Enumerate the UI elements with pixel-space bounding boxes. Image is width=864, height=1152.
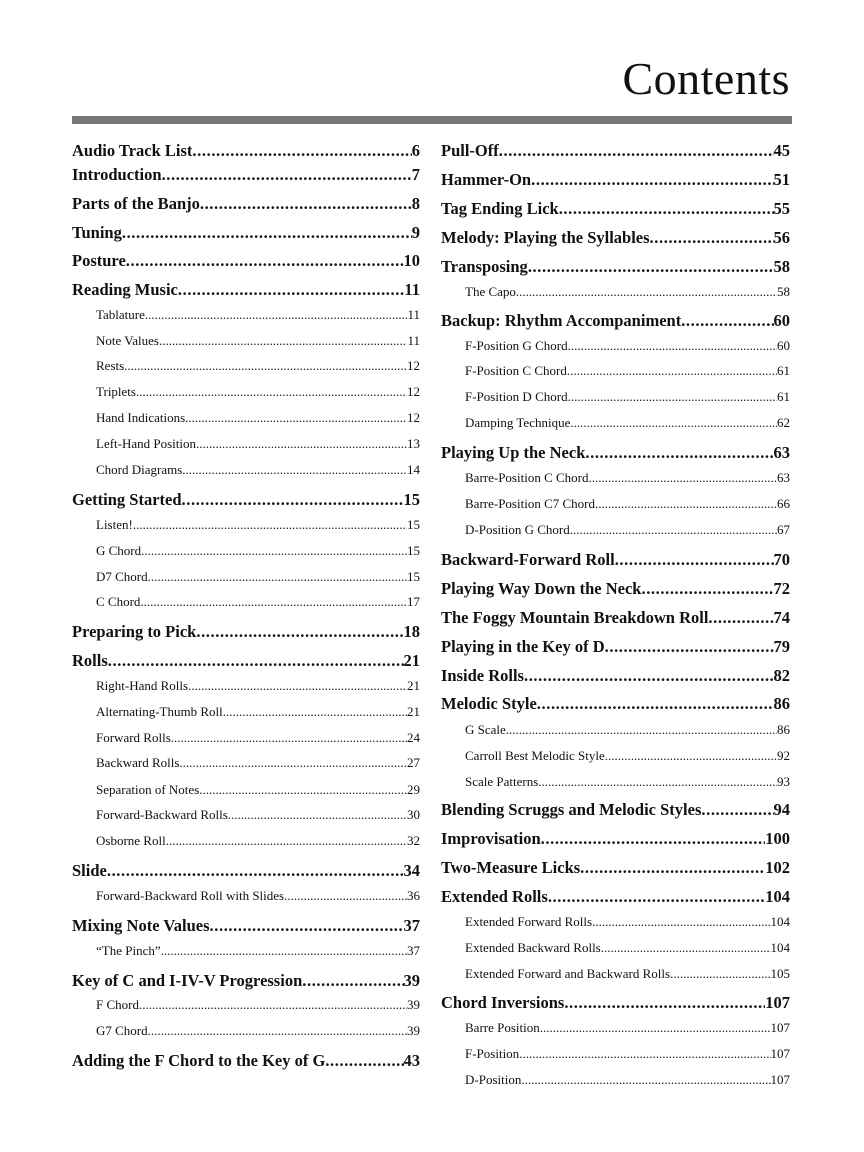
- toc-entry-page-number: 9: [411, 223, 420, 242]
- toc-subentry: [441, 363, 790, 379]
- toc-entry-title: The Capo: [465, 284, 516, 299]
- dot-leader: [192, 141, 411, 161]
- dot-leader: [196, 622, 403, 642]
- toc-entry-page-number: 63: [777, 470, 790, 485]
- toc-entry-page-number: 17: [407, 594, 420, 609]
- toc-entry-title: Right-Hand Rolls: [96, 678, 189, 693]
- toc-entry-page-number: 15: [407, 543, 420, 558]
- toc-entry-page-number: 37: [407, 943, 420, 958]
- toc-entry-page-number: 15: [403, 490, 420, 509]
- toc-subentry: [441, 966, 790, 982]
- toc-entry-title: Forward Rolls: [96, 730, 171, 745]
- toc-entry-title: Playing Way Down the Neck: [441, 579, 642, 598]
- toc-entry: [72, 622, 420, 642]
- toc-entry-page-number: 70: [773, 550, 790, 569]
- toc-subentry: [72, 569, 420, 585]
- toc-entry-page-number: 104: [770, 914, 790, 929]
- toc-entry-page-number: 21: [403, 651, 420, 670]
- toc-entry: [441, 311, 790, 331]
- toc-subentry: [441, 748, 790, 764]
- toc-entry-page-number: 107: [765, 993, 790, 1012]
- toc-entry-page-number: 66: [777, 496, 790, 511]
- dot-leader: [681, 311, 773, 331]
- dot-leader: [108, 651, 404, 671]
- toc-entry-title: Melodic Style: [441, 694, 537, 713]
- toc-subentry: [441, 914, 790, 930]
- toc-entry-title: Playing Up the Neck: [441, 443, 586, 462]
- toc-entry-title: Melody: Playing the Syllables: [441, 228, 650, 247]
- toc-entry: [441, 666, 790, 686]
- dot-leader: [284, 888, 407, 904]
- dot-leader: [139, 997, 407, 1013]
- toc-entry-page-number: 86: [777, 722, 790, 737]
- toc-subentry: [441, 1072, 790, 1088]
- toc-entry-page-number: 11: [407, 307, 420, 322]
- toc-entry-title: Playing in the Key of D: [441, 637, 605, 656]
- dot-leader: [179, 755, 407, 771]
- toc-entry-title: Backup: Rhythm Accompaniment: [441, 311, 682, 330]
- toc-entry-page-number: 12: [407, 358, 420, 373]
- toc-entry: [441, 199, 790, 219]
- toc-entry: [72, 223, 420, 243]
- dot-leader: [519, 1046, 770, 1062]
- toc-entry-page-number: 12: [407, 384, 420, 399]
- dot-leader: [107, 861, 404, 881]
- toc-entry: [72, 490, 420, 510]
- toc-entry: [441, 694, 790, 714]
- toc-subentry: [441, 940, 790, 956]
- toc-entry-page-number: 79: [773, 637, 790, 656]
- toc-entry-title: F-Position G Chord: [465, 338, 568, 353]
- toc-entry-title: D7 Chord: [96, 569, 148, 584]
- toc-entry: [441, 443, 790, 463]
- toc-entry-page-number: 92: [777, 748, 790, 763]
- dot-leader: [325, 1051, 403, 1071]
- toc-entry-title: Damping Technique: [465, 415, 571, 430]
- dot-leader: [615, 550, 774, 570]
- dot-leader: [141, 543, 407, 559]
- toc-subentry: [441, 1020, 790, 1036]
- toc-entry-title: Left-Hand Position: [96, 436, 197, 451]
- dot-leader: [516, 284, 777, 300]
- toc-entry-title: Blending Scruggs and Melodic Styles: [441, 800, 702, 819]
- dot-leader: [650, 228, 774, 248]
- toc-entry: [441, 257, 790, 277]
- dot-leader: [210, 916, 404, 936]
- toc-subentry: [441, 522, 790, 538]
- toc-entry-page-number: 72: [773, 579, 790, 598]
- dot-leader: [499, 141, 774, 161]
- toc-subentry: [72, 1023, 420, 1039]
- toc-entry-title: Tag Ending Lick: [441, 199, 559, 218]
- toc-entry-page-number: 45: [773, 141, 790, 160]
- toc-entry-page-number: 86: [773, 694, 790, 713]
- toc-subentry: [72, 543, 420, 559]
- toc-entry-page-number: 39: [407, 997, 420, 1012]
- toc-entry-page-number: 60: [777, 338, 790, 353]
- toc-entry-title: Alternating-Thumb Roll: [96, 704, 223, 719]
- toc-entry: [72, 141, 420, 161]
- toc-entry-page-number: 29: [407, 782, 420, 797]
- toc-entry: [441, 800, 790, 820]
- toc-entry-title: G7 Chord: [96, 1023, 148, 1038]
- toc-entry-page-number: 58: [777, 284, 790, 299]
- toc-entry-page-number: 62: [777, 415, 790, 430]
- dot-leader: [126, 251, 404, 271]
- toc-entry-title: F-Position: [465, 1046, 520, 1061]
- toc-entry-title: Reading Music: [72, 280, 178, 299]
- toc-entry: [72, 251, 420, 271]
- dot-leader: [166, 833, 407, 849]
- toc-entry: [72, 916, 420, 936]
- toc-entry: [441, 887, 790, 907]
- dot-leader: [148, 569, 407, 585]
- toc-entry: [441, 993, 790, 1013]
- toc-entry-page-number: 56: [773, 228, 790, 247]
- toc-entry-title: C Chord: [96, 594, 141, 609]
- toc-entry-title: G Chord: [96, 543, 142, 558]
- toc-entry-title: Backward Rolls: [96, 755, 180, 770]
- toc-entry: [72, 194, 420, 214]
- dot-leader: [122, 223, 412, 243]
- toc-subentry: [72, 943, 420, 959]
- toc-entry-page-number: 63: [773, 443, 790, 462]
- dot-leader: [595, 496, 777, 512]
- toc-entry-title: Rests: [96, 358, 125, 373]
- toc-entry-title: Two-Measure Licks: [441, 858, 581, 877]
- toc-entry: [441, 608, 790, 628]
- dot-leader: [223, 704, 407, 720]
- toc-entry-title: Carroll Best Melodic Style: [465, 748, 605, 763]
- toc-entry-page-number: 14: [407, 462, 420, 477]
- dot-leader: [570, 415, 777, 431]
- toc-entry-page-number: 15: [407, 517, 420, 532]
- toc-entry: [441, 829, 790, 849]
- toc-entry-page-number: 11: [407, 333, 420, 348]
- toc-entry-title: F-Position D Chord: [465, 389, 568, 404]
- toc-entry-title: Key of C and I-IV-V Progression: [72, 971, 303, 990]
- toc-entry-page-number: 21: [407, 704, 420, 719]
- toc-entry-title: F-Position C Chord: [465, 363, 567, 378]
- dot-leader: [708, 608, 773, 628]
- toc-entry-page-number: 15: [407, 569, 420, 584]
- toc-entry-page-number: 10: [403, 251, 420, 270]
- dot-leader: [524, 666, 774, 686]
- dot-leader: [506, 722, 777, 738]
- toc-subentry: [72, 888, 420, 904]
- toc-entry-title: Separation of Notes: [96, 782, 200, 797]
- toc-entry: [441, 858, 790, 878]
- toc-entry-page-number: 43: [403, 1051, 420, 1070]
- dot-leader: [188, 678, 407, 694]
- dot-leader: [521, 1072, 770, 1088]
- toc-entry-page-number: 105: [770, 966, 790, 981]
- toc-entry-title: Scale Patterns: [465, 774, 539, 789]
- dot-leader: [199, 782, 407, 798]
- toc-entry-page-number: 102: [765, 858, 790, 877]
- toc-entry-page-number: 34: [403, 861, 420, 880]
- toc-entry-title: Barre-Position C7 Chord: [465, 496, 595, 511]
- toc-subentry: [441, 389, 790, 405]
- toc-entry-title: Mixing Note Values: [72, 916, 210, 935]
- toc-subentry: [441, 284, 790, 300]
- toc-entry-page-number: 104: [770, 940, 790, 955]
- dot-leader: [185, 410, 407, 426]
- toc-subentry: [72, 517, 420, 533]
- dot-leader: [145, 307, 408, 323]
- dot-leader: [133, 517, 407, 533]
- toc-entry-title: Forward-Backward Roll with Slides: [96, 888, 285, 903]
- toc-entry-page-number: 39: [407, 1023, 420, 1038]
- dot-leader: [531, 170, 773, 190]
- toc-subentry: [72, 997, 420, 1013]
- toc-entry-title: Audio Track List: [72, 141, 193, 160]
- toc-entry-page-number: 51: [773, 170, 790, 189]
- toc-subentry: [441, 722, 790, 738]
- dot-leader: [641, 579, 773, 599]
- toc-entry-title: Barre Position: [465, 1020, 540, 1035]
- toc-entry-title: Inside Rolls: [441, 666, 524, 685]
- toc-entry-page-number: 107: [770, 1020, 790, 1035]
- toc-entry: [72, 1051, 420, 1071]
- toc-subentry: [441, 415, 790, 431]
- toc-subentry: [72, 730, 420, 746]
- dot-leader: [200, 194, 412, 214]
- toc-subentry: [441, 338, 790, 354]
- toc-entry-title: “The Pinch”: [96, 943, 161, 958]
- toc-entry-title: Posture: [72, 251, 126, 270]
- toc-entry-page-number: 82: [773, 666, 790, 685]
- dot-leader: [568, 389, 777, 405]
- toc-entry-page-number: 58: [773, 257, 790, 276]
- toc-entry-title: The Foggy Mountain Breakdown Roll: [441, 608, 709, 627]
- toc-subentry: [72, 333, 420, 349]
- toc-entry-title: Transposing: [441, 257, 528, 276]
- toc-entry-page-number: 21: [407, 678, 420, 693]
- dot-leader: [559, 199, 774, 219]
- dot-leader: [601, 940, 771, 956]
- toc-entry: [441, 141, 790, 161]
- toc-entry: [72, 971, 420, 991]
- dot-leader: [302, 971, 403, 991]
- dot-leader: [159, 333, 408, 349]
- toc-entry-page-number: 13: [407, 436, 420, 451]
- toc-entry-page-number: 107: [770, 1046, 790, 1061]
- dot-leader: [548, 887, 765, 907]
- toc-entry-title: Adding the F Chord to the Key of G: [72, 1051, 326, 1070]
- title-rule: [72, 116, 792, 124]
- dot-leader: [196, 436, 407, 452]
- toc-entry-page-number: 61: [777, 363, 790, 378]
- toc-entry: [72, 280, 420, 300]
- toc-entry: [72, 165, 420, 185]
- toc-entry-title: Preparing to Pick: [72, 622, 197, 641]
- toc-entry-page-number: 27: [407, 755, 420, 770]
- toc-entry-title: Chord Diagrams: [96, 462, 183, 477]
- toc-entry-title: Forward-Backward Rolls: [96, 807, 228, 822]
- toc-entry-page-number: 11: [404, 280, 420, 299]
- toc-entry-page-number: 37: [403, 916, 420, 935]
- toc-entry-page-number: 55: [773, 199, 790, 218]
- toc-entry-page-number: 67: [777, 522, 790, 537]
- dot-leader: [178, 280, 405, 300]
- dot-leader: [567, 363, 777, 379]
- dot-leader: [540, 1020, 771, 1036]
- dot-leader: [124, 358, 407, 374]
- toc-entry-page-number: 6: [411, 141, 420, 160]
- toc-subentry: [72, 307, 420, 323]
- toc-entry-page-number: 60: [773, 311, 790, 330]
- toc-entry-title: Pull-Off: [441, 141, 499, 160]
- toc-subentry: [72, 807, 420, 823]
- toc-entry-title: Triplets: [96, 384, 136, 399]
- dot-leader: [541, 829, 766, 849]
- toc-entry-title: Parts of the Banjo: [72, 194, 200, 213]
- toc-entry-title: D-Position G Chord: [465, 522, 570, 537]
- toc-entry-page-number: 7: [411, 165, 420, 184]
- toc-subentry: [72, 436, 420, 452]
- toc-subentry: [72, 384, 420, 400]
- toc-entry-page-number: 104: [765, 887, 790, 906]
- toc-subentry: [441, 496, 790, 512]
- dot-leader: [670, 966, 770, 982]
- toc-entry-title: Chord Inversions: [441, 993, 565, 1012]
- dot-leader: [589, 470, 778, 486]
- toc-entry-title: Backward-Forward Roll: [441, 550, 615, 569]
- toc-subentry: [72, 704, 420, 720]
- toc-entry-title: Tablature: [96, 307, 145, 322]
- toc-entry-page-number: 93: [777, 774, 790, 789]
- dot-leader: [585, 443, 773, 463]
- dot-leader: [580, 858, 765, 878]
- dot-leader: [182, 490, 404, 510]
- toc-subentry: [441, 1046, 790, 1062]
- toc-entry-page-number: 39: [403, 971, 420, 990]
- dot-leader: [537, 694, 774, 714]
- toc-entry-title: Improvisation: [441, 829, 541, 848]
- toc-entry: [72, 651, 420, 671]
- toc-entry-title: Extended Forward Rolls: [465, 914, 593, 929]
- toc-entry-page-number: 12: [407, 410, 420, 425]
- toc-subentry: [72, 410, 420, 426]
- toc-entry-title: F Chord: [96, 997, 139, 1012]
- dot-leader: [701, 800, 773, 820]
- toc-entry-title: Barre-Position C Chord: [465, 470, 589, 485]
- toc-subentry: [72, 678, 420, 694]
- dot-leader: [148, 1023, 407, 1039]
- toc-subentry: [72, 594, 420, 610]
- toc-entry-page-number: 30: [407, 807, 420, 822]
- toc-entry-page-number: 74: [773, 608, 790, 627]
- dot-leader: [228, 807, 407, 823]
- toc-subentry: [441, 470, 790, 486]
- toc-entry-title: Extended Backward Rolls: [465, 940, 601, 955]
- toc-entry-title: Extended Forward and Backward Rolls: [465, 966, 671, 981]
- toc-entry-page-number: 107: [770, 1072, 790, 1087]
- toc-entry: [441, 637, 790, 657]
- toc-subentry: [72, 833, 420, 849]
- toc-entry-page-number: 24: [407, 730, 420, 745]
- toc-entry-title: Extended Rolls: [441, 887, 548, 906]
- dot-leader: [140, 594, 407, 610]
- toc-entry: [441, 170, 790, 190]
- toc-entry-title: Slide: [72, 861, 107, 880]
- toc-subentry: [72, 782, 420, 798]
- dot-leader: [605, 637, 774, 657]
- toc-entry-title: D-Position: [465, 1072, 522, 1087]
- dot-leader: [182, 462, 407, 478]
- toc-entry-title: Rolls: [72, 651, 108, 670]
- page-title: Contents: [622, 53, 790, 104]
- toc-entry-title: Hand Indications: [96, 410, 186, 425]
- toc-entry-title: Hammer-On: [441, 170, 532, 189]
- dot-leader: [605, 748, 777, 764]
- toc-entry-title: Getting Started: [72, 490, 182, 509]
- dot-leader: [568, 338, 777, 354]
- toc-entry: [72, 861, 420, 881]
- toc-entry-page-number: 94: [773, 800, 790, 819]
- dot-leader: [592, 914, 770, 930]
- toc-entry-page-number: 61: [777, 389, 790, 404]
- toc-entry-page-number: 36: [407, 888, 420, 903]
- dot-leader: [528, 257, 774, 277]
- toc-subentry: [441, 774, 790, 790]
- dot-leader: [538, 774, 777, 790]
- dot-leader: [161, 943, 407, 959]
- toc-entry-title: Osborne Roll: [96, 833, 166, 848]
- toc-subentry: [72, 358, 420, 374]
- toc-entry-page-number: 100: [765, 829, 790, 848]
- toc-entry-title: Note Values: [96, 333, 159, 348]
- dot-leader: [171, 730, 407, 746]
- dot-leader: [564, 993, 765, 1013]
- toc-entry-title: Introduction: [72, 165, 162, 184]
- toc-entry: [441, 579, 790, 599]
- toc-entry: [441, 550, 790, 570]
- toc-entry-title: Listen!: [96, 517, 133, 532]
- toc-subentry: [72, 755, 420, 771]
- toc-entry-title: Tuning: [72, 223, 122, 242]
- toc-subentry: [72, 462, 420, 478]
- toc-entry-page-number: 18: [403, 622, 420, 641]
- dot-leader: [162, 165, 412, 185]
- dot-leader: [136, 384, 407, 400]
- toc-entry-page-number: 32: [407, 833, 420, 848]
- toc-entry-title: G Scale: [465, 722, 506, 737]
- toc-entry-page-number: 8: [411, 194, 420, 213]
- dot-leader: [570, 522, 777, 538]
- toc-entry: [441, 228, 790, 248]
